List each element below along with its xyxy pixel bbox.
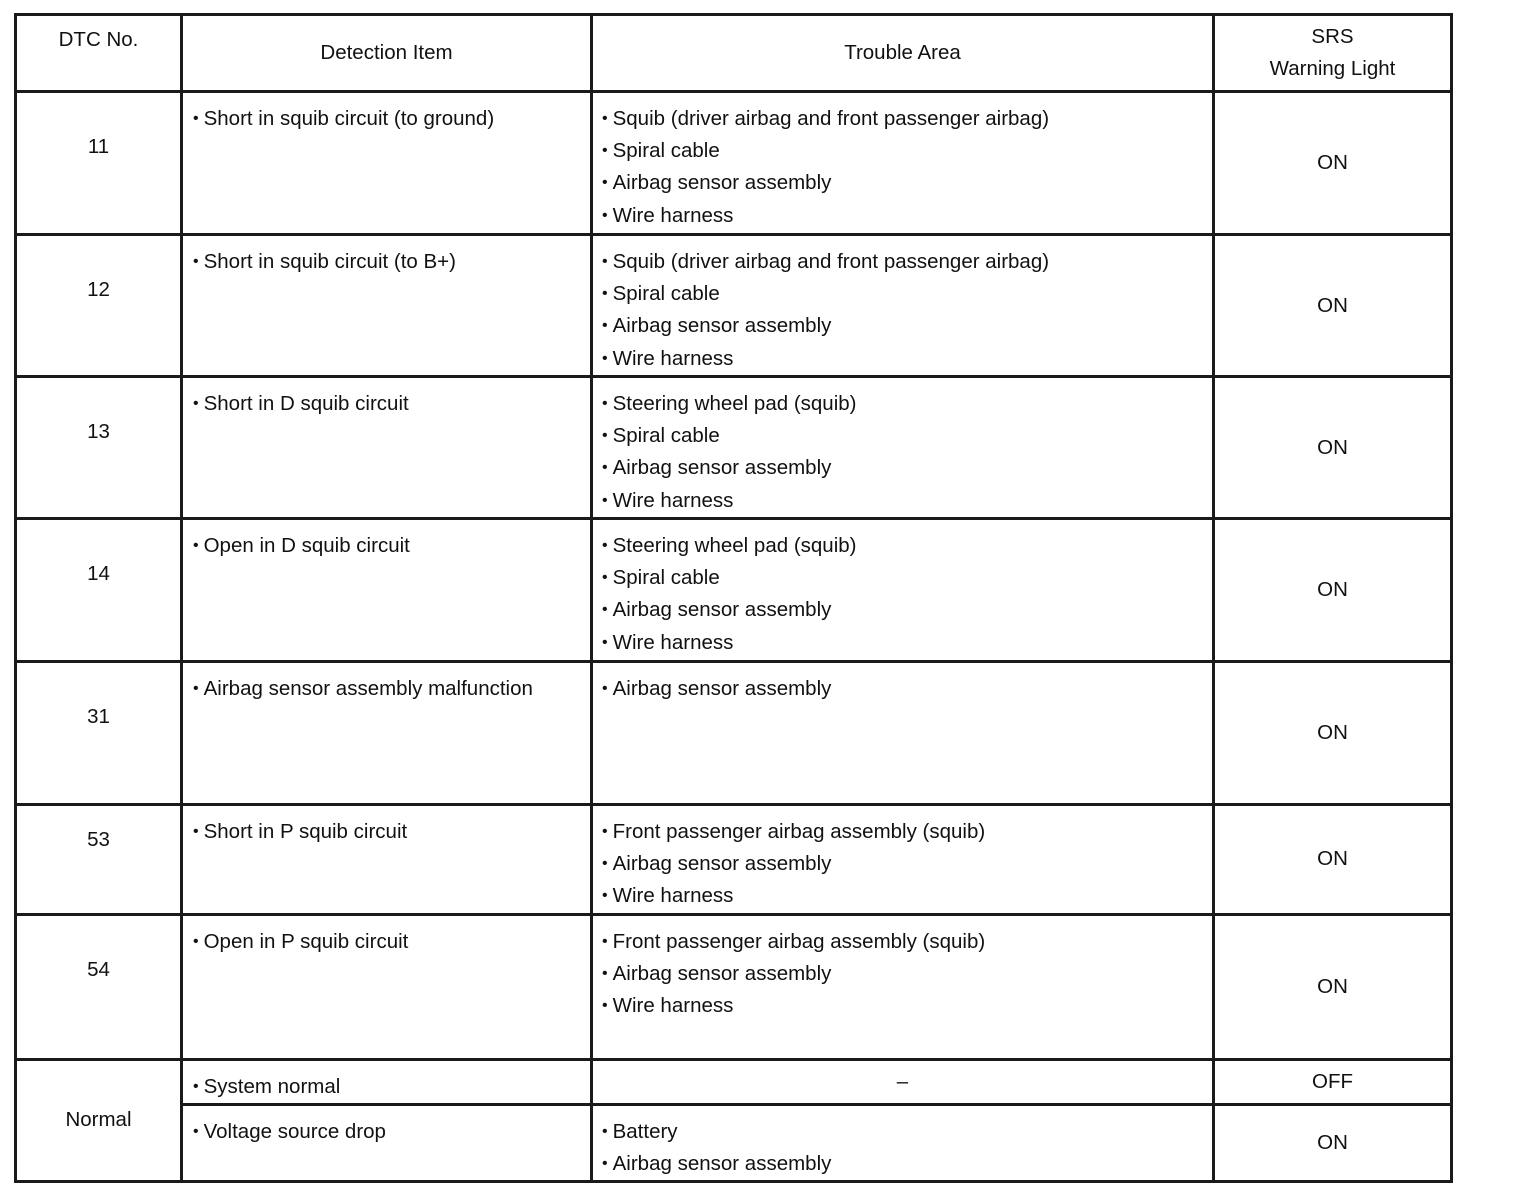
srs-warning-light-status: ON — [1214, 235, 1452, 377]
bullet-icon: • — [602, 569, 608, 587]
detection-item-text: Airbag sensor assembly malfunction — [203, 677, 533, 700]
table-row — [16, 519, 1452, 662]
trouble-area-item — [602, 246, 1212, 278]
table-row — [16, 235, 1452, 377]
detection-item-text: Open in D squib circuit — [203, 534, 410, 557]
trouble-area-item — [602, 530, 1212, 562]
trouble-area-cell — [592, 805, 1214, 915]
bullet-icon: • — [602, 174, 608, 192]
bullet-icon: • — [193, 1122, 199, 1140]
trouble-area-item-text: Steering wheel pad (squib) — [612, 392, 857, 415]
dtc-number-cell — [16, 805, 182, 915]
detection-item-cell — [182, 519, 592, 662]
bullet-icon: • — [193, 932, 199, 950]
bullet-icon: • — [602, 855, 608, 873]
detection-item-text: Short in D squib circuit — [203, 392, 409, 415]
detection-item — [193, 1071, 590, 1103]
bullet-icon: • — [602, 253, 608, 270]
trouble-area-item — [602, 990, 1212, 1022]
trouble-area-item-text: Airbag sensor assembly — [612, 171, 832, 195]
detection-item-cell — [182, 1104, 592, 1181]
detection-item — [193, 246, 590, 278]
trouble-area-item-text: Squib (driver airbag and front passenger airbag) — [612, 107, 1050, 130]
detection-item-text: Open in P squib circuit — [203, 929, 409, 953]
bullet-icon: • — [602, 997, 608, 1015]
bullet-icon: • — [602, 932, 608, 950]
dtc-number: 11 — [87, 135, 110, 158]
trouble-area-item-text: Airbag sensor assembly — [612, 961, 832, 985]
detection-item-cell — [182, 914, 592, 1059]
trouble-area-item — [602, 1116, 1212, 1148]
detection-item-cell — [182, 92, 592, 235]
trouble-area-item-text: Wire harness — [612, 346, 734, 370]
trouble-area-item — [602, 926, 1212, 958]
trouble-area-item-text: Spiral cable — [612, 424, 720, 448]
bullet-icon: • — [602, 459, 608, 477]
trouble-area-item-text: Spiral cable — [612, 566, 720, 590]
detection-item-text: Voltage source drop — [203, 1119, 386, 1143]
table-row — [16, 377, 1452, 519]
bullet-icon: • — [602, 537, 608, 554]
trouble-area-item-text: Airbag sensor assembly — [612, 677, 832, 700]
table-row — [16, 662, 1452, 805]
trouble-area-item — [602, 310, 1212, 342]
trouble-area-item — [602, 816, 1212, 848]
trouble-area-item — [602, 594, 1212, 626]
dtc-normal-cell: Normal — [16, 1059, 182, 1181]
trouble-area-cell — [592, 519, 1214, 662]
dtc-number: 31 — [87, 705, 110, 728]
header-dtc-no: DTC No. — [16, 15, 182, 92]
trouble-area-item-text: Airbag sensor assembly — [612, 852, 832, 876]
srs-warning-light-status: OFF — [1214, 1059, 1452, 1104]
dtc-number-cell — [16, 662, 182, 805]
trouble-area-item-text: Front passenger airbag assembly (squib) — [612, 929, 986, 953]
trouble-area-item-text: Airbag sensor assembly — [612, 598, 832, 622]
detection-item-cell — [182, 377, 592, 519]
bullet-icon: • — [602, 680, 608, 697]
header-srs-line1: SRS — [1311, 25, 1354, 48]
trouble-area-item-text: Squib (driver airbag and front passenger airbag) — [612, 250, 1050, 273]
bullet-icon: • — [193, 537, 199, 554]
trouble-area-item — [602, 343, 1212, 375]
trouble-area-item — [602, 452, 1212, 484]
table-row — [16, 914, 1452, 1059]
srs-warning-light-status: ON — [1214, 914, 1452, 1059]
trouble-area-item-text: Spiral cable — [612, 139, 720, 163]
trouble-area-item-text: Wire harness — [612, 630, 734, 654]
header-srs-warning-light — [1214, 15, 1452, 92]
trouble-area-item-text: Wire harness — [612, 994, 734, 1018]
trouble-area-item-text: Battery — [612, 1119, 678, 1143]
trouble-area-item — [602, 880, 1212, 912]
trouble-area-cell — [592, 1104, 1214, 1181]
table-row-normal-voltage — [16, 1104, 1452, 1181]
bullet-icon: • — [602, 206, 608, 224]
detection-item-text: System normal — [203, 1074, 341, 1098]
bullet-icon: • — [602, 285, 608, 303]
detection-item — [193, 926, 590, 958]
bullet-icon: • — [602, 964, 608, 982]
trouble-area-item-text: Airbag sensor assembly — [612, 1151, 832, 1175]
detection-item — [193, 1116, 590, 1148]
detection-item-text: Short in squib circuit (to ground) — [203, 107, 495, 130]
bullet-icon: • — [602, 1154, 608, 1172]
trouble-area-item — [602, 167, 1212, 199]
dtc-number-cell — [16, 235, 182, 377]
trouble-area-item-text: Front passenger airbag assembly (squib) — [612, 820, 986, 843]
detection-item-cell — [182, 235, 592, 377]
table-row-normal-system — [16, 1059, 1452, 1104]
detection-item-cell — [182, 1059, 592, 1104]
header-trouble-area: Trouble Area — [592, 15, 1214, 92]
bullet-icon: • — [193, 395, 199, 412]
detection-item — [193, 816, 590, 848]
header-srs-line2: Warning Light — [1269, 57, 1396, 80]
bullet-icon: • — [602, 317, 608, 335]
trouble-area-item-text: Wire harness — [612, 884, 734, 908]
bullet-icon: • — [602, 601, 608, 619]
trouble-area-cell — [592, 92, 1214, 235]
bullet-icon: • — [193, 110, 199, 127]
trouble-area-item-text: Steering wheel pad (squib) — [612, 534, 857, 557]
bullet-icon: • — [602, 395, 608, 412]
dtc-table — [14, 13, 1453, 1183]
trouble-area-item-text: Spiral cable — [612, 282, 720, 306]
trouble-area-item-text: Airbag sensor assembly — [612, 456, 832, 480]
trouble-area-item — [602, 200, 1212, 232]
bullet-icon: • — [602, 887, 608, 905]
trouble-area-item — [602, 562, 1212, 594]
trouble-area-item — [602, 848, 1212, 880]
trouble-area-item — [602, 388, 1212, 420]
trouble-area-item-text: Wire harness — [612, 488, 734, 512]
trouble-area-item — [602, 1148, 1212, 1180]
detection-item — [193, 530, 590, 562]
srs-warning-light-status: ON — [1214, 805, 1452, 915]
trouble-area-cell — [592, 662, 1214, 805]
bullet-icon: • — [602, 633, 608, 651]
trouble-area-cell — [592, 235, 1214, 377]
bullet-icon: • — [602, 823, 608, 840]
trouble-area-item — [602, 135, 1212, 167]
bullet-icon: • — [602, 110, 608, 127]
header-detection-item: Detection Item — [182, 15, 592, 92]
bullet-icon: • — [602, 349, 608, 367]
trouble-area-cell — [592, 377, 1214, 519]
trouble-area-item — [602, 485, 1212, 517]
dtc-number: 53 — [87, 828, 110, 851]
detection-item — [193, 388, 590, 420]
srs-warning-light-status: ON — [1214, 377, 1452, 519]
srs-warning-light-status: ON — [1214, 92, 1452, 235]
trouble-area-item — [602, 958, 1212, 990]
dtc-number-cell — [16, 377, 182, 519]
detection-item-cell — [182, 805, 592, 915]
dtc-number-cell — [16, 519, 182, 662]
trouble-area-item — [602, 627, 1212, 659]
detection-item — [193, 103, 590, 135]
trouble-area-item — [602, 103, 1212, 135]
dtc-number: 13 — [87, 420, 110, 443]
detection-item-text: Short in P squib circuit — [203, 820, 408, 843]
dtc-number: 14 — [87, 562, 110, 585]
table-row — [16, 805, 1452, 915]
bullet-icon: • — [602, 491, 608, 509]
srs-warning-light-status: ON — [1214, 662, 1452, 805]
trouble-area-item-text: Wire harness — [612, 203, 734, 227]
dtc-number-cell — [16, 914, 182, 1059]
detection-item-cell — [182, 662, 592, 805]
detection-item-text: Short in squib circuit (to B+) — [203, 250, 456, 273]
srs-warning-light-status: ON — [1214, 1104, 1452, 1181]
dtc-number-cell — [16, 92, 182, 235]
srs-warning-light-status: ON — [1214, 519, 1452, 662]
dtc-number: 54 — [87, 957, 110, 981]
bullet-icon: • — [602, 427, 608, 445]
trouble-area-item — [602, 420, 1212, 452]
trouble-area-item — [602, 278, 1212, 310]
trouble-area-item-text: Airbag sensor assembly — [612, 314, 832, 338]
detection-item — [193, 673, 590, 705]
dtc-number: 12 — [87, 278, 110, 301]
header-row — [16, 15, 1452, 92]
table-row — [16, 92, 1452, 235]
trouble-area-cell — [592, 914, 1214, 1059]
trouble-area-item — [602, 673, 1212, 705]
bullet-icon: • — [602, 142, 608, 160]
bullet-icon: • — [193, 253, 199, 270]
bullet-icon: • — [602, 1122, 608, 1140]
bullet-icon: • — [193, 680, 199, 697]
bullet-icon: • — [193, 1077, 199, 1095]
bullet-icon: • — [193, 823, 199, 840]
trouble-area-none: – — [592, 1059, 1214, 1104]
